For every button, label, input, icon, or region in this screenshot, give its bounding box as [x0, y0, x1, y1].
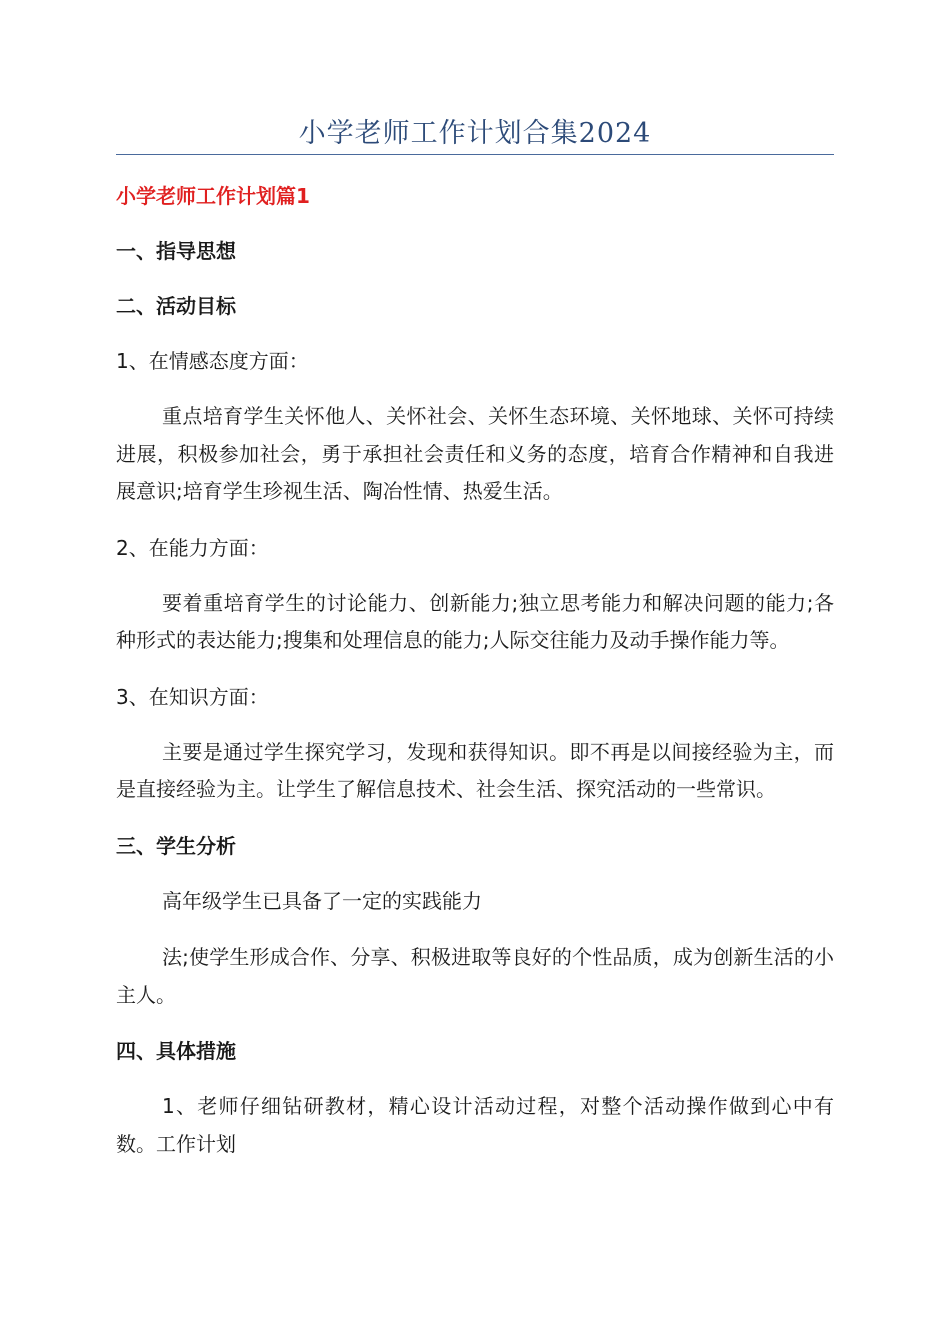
spacer [116, 566, 834, 585]
spacer [116, 809, 834, 828]
paragraph-knowledge: 主要是通过学生探究学习，发现和获得知识。即不再是以间接经验为主，而是直接经验为主。让学生了解信息技术、社会生活、探究活动的一些常识。 [116, 739, 834, 801]
heading-specific-measures: 四、具体措施 [116, 1039, 236, 1063]
heading-student-analysis: 三、学生分析 [116, 833, 236, 858]
spacer [116, 715, 834, 734]
document-title: 小学老师工作计划合集2024 [298, 118, 652, 149]
spacer [116, 269, 834, 288]
spacer [116, 324, 834, 343]
spacer [116, 511, 834, 530]
spacer [116, 1069, 834, 1088]
paragraph-student-qualities: 法;使学生形成合作、分享、积极进取等良好的个性品质，成为创新生活的小主人。 [116, 945, 834, 1007]
spacer [116, 379, 834, 398]
item-ability: 2、在能力方面： [116, 535, 269, 560]
heading-activity-goals: 二、活动目标 [116, 294, 236, 318]
spacer [116, 920, 834, 939]
spacer [116, 1014, 834, 1033]
title-underline [116, 154, 834, 155]
paragraph-ability: 要着重培育学生的讨论能力、创新能力;独立思考能力和解决问题的能力;各种形式的表达能力;搜集和处理信息的能力;人际交往能力及动手操作能力等。 [116, 590, 834, 652]
item-knowledge: 3、在知识方面： [116, 684, 269, 709]
spacer [116, 660, 834, 679]
item-emotion-attitude: 1、在情感态度方面： [116, 349, 309, 373]
section-title: 小学老师工作计划篇1 [116, 184, 310, 208]
heading-guiding-thought: 一、指导思想 [116, 239, 236, 263]
paragraph-measure-1: 1、老师仔细钻研教材，精心设计活动过程，对整个活动操作做到心中有数。工作计划 [116, 1094, 834, 1156]
document-body [116, 178, 834, 1163]
spacer [116, 864, 834, 883]
paragraph-emotion-attitude: 重点培育学生关怀他人、关怀社会、关怀生态环境、关怀地球、关怀可持续进展，积极参加社会，勇于承担社会责任和义务的态度，培育合作精神和自我进展意识;培育学生珍视生活、陶冶性情、热爱生活。 [116, 404, 834, 503]
spacer [116, 214, 834, 233]
paragraph-student-ability: 高年级学生已具备了一定的实践能力 [162, 888, 482, 913]
